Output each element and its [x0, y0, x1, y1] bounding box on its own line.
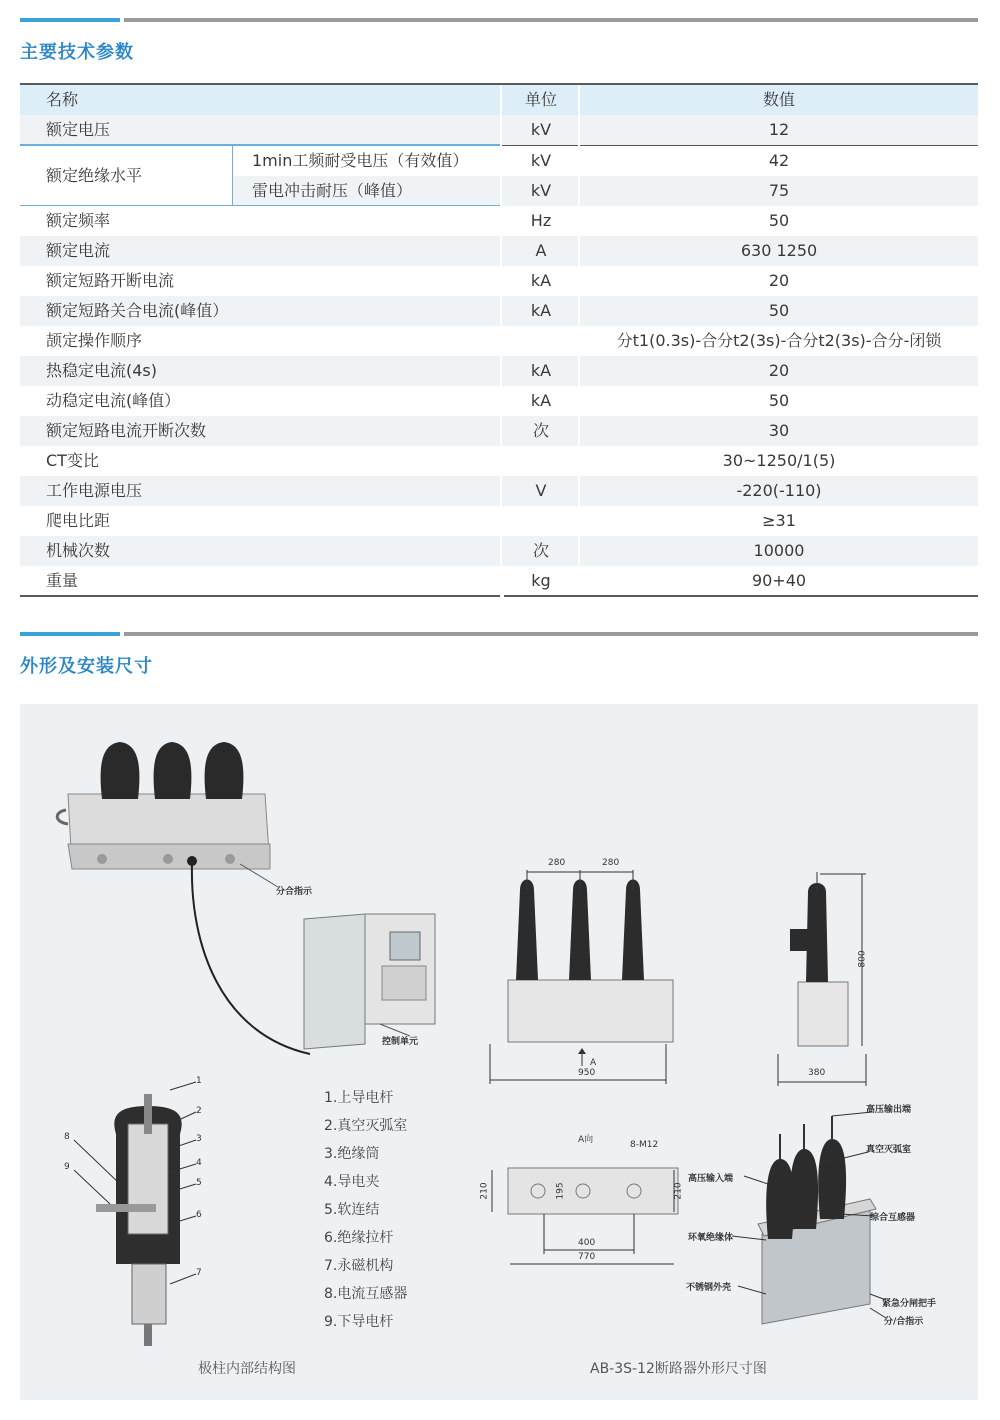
table-header-row: [20, 85, 978, 115]
param-name: 额定短路关合电流(峰值）: [46, 301, 229, 320]
param-value: ≥31: [762, 511, 796, 530]
legend-item: 2.真空灭弧室: [324, 1118, 408, 1134]
legend-item: 9.下导电杆: [324, 1314, 394, 1330]
pole-section-drawing: [74, 1082, 196, 1346]
param-unit: V: [535, 481, 547, 500]
legend-item: 1.上导电杆: [324, 1090, 394, 1106]
header-name: 名称: [46, 90, 79, 109]
section-divider: [20, 18, 978, 22]
param-unit: A: [535, 241, 547, 260]
status-label: 分/合指示: [884, 1317, 924, 1327]
param-value: -220(-110): [736, 481, 822, 500]
legend-item: 5.软连结: [324, 1202, 380, 1218]
outline-caption: AB-3S-12断路器外形尺寸图: [590, 1361, 767, 1377]
insulation-level-label: 额定绝缘水平: [46, 166, 143, 185]
a-view-drawing: [492, 1168, 678, 1264]
param-name: 额定短路开断电流: [46, 271, 175, 290]
params-section-title: 主要技术参数: [20, 42, 134, 63]
handle-label: 紧急分闸把手: [882, 1299, 937, 1309]
param-unit: kA: [530, 271, 552, 290]
table-row: [20, 236, 978, 266]
front-view-drawing: [490, 870, 673, 1084]
pole-num: 1: [196, 1076, 202, 1086]
dimension-figure: [20, 704, 978, 1400]
figure-drawings: [20, 704, 978, 1400]
indicator-label: 分合指示: [276, 887, 313, 897]
legend-item: 6.绝缘拉杆: [324, 1230, 394, 1246]
param-unit: kA: [530, 301, 552, 320]
pole-num: 3: [196, 1134, 202, 1144]
param-name: 动稳定电流(峰值）: [46, 391, 181, 410]
control-cabinet: [304, 914, 435, 1049]
table-row: [20, 266, 978, 296]
dims-section-title: 外形及安装尺寸: [20, 656, 153, 677]
param-unit: [502, 506, 580, 536]
pole-num: 4: [196, 1158, 202, 1168]
dim-770: 770: [578, 1252, 596, 1262]
param-value: 30: [768, 421, 790, 440]
pole-num: 8: [64, 1132, 70, 1142]
table-row: [20, 356, 978, 386]
header-value: 数值: [762, 90, 795, 109]
breaker-perspective: [57, 742, 313, 1054]
pole-num: 9: [64, 1162, 70, 1172]
dim-380: 380: [808, 1068, 826, 1078]
param-value: 10000: [753, 541, 805, 560]
param-name: 热稳定电流(4s): [46, 361, 158, 380]
param-value: 50: [768, 301, 790, 320]
param-value: 50: [768, 211, 790, 230]
param-name: 颉定操作顺序: [46, 331, 143, 350]
table-row: [20, 386, 978, 416]
param-value: 630 1250: [740, 241, 818, 260]
param-name: 重量: [46, 571, 79, 590]
dim-950: 950: [578, 1068, 596, 1078]
parts-legend: [324, 1084, 407, 1336]
pole-num: 7: [196, 1268, 202, 1278]
pole-num: 6: [196, 1210, 202, 1220]
param-value: 30~1250/1(5): [722, 451, 836, 470]
pole-caption: 极柱内部结构图: [198, 1361, 296, 1377]
table-row: [20, 566, 978, 596]
table-row: [20, 446, 978, 476]
pole-num: 2: [196, 1106, 202, 1116]
param-name: CT变比: [46, 451, 99, 470]
dim-400: 400: [578, 1238, 596, 1248]
param-unit: Hz: [530, 211, 552, 230]
section-divider: [20, 632, 978, 636]
param-value: 20: [768, 271, 790, 290]
bolts-label: 8-M12: [630, 1140, 659, 1150]
a-view-label: A向: [578, 1135, 594, 1145]
param-name: 爬电比距: [46, 511, 111, 530]
side-view-drawing: [778, 872, 866, 1086]
header-unit: 单位: [524, 90, 557, 109]
param-unit: 次: [532, 421, 549, 440]
legend-item: 8.电流互感器: [324, 1286, 408, 1302]
param-name: 额定电流: [46, 241, 111, 260]
param-name: 额定短路电流开断次数: [46, 421, 207, 440]
shell-label: 不锈钢外壳: [686, 1283, 732, 1293]
param-name: 机械次数: [46, 541, 111, 560]
a-arrow-label: A: [590, 1058, 597, 1068]
legend-item: 4.导电夹: [324, 1174, 380, 1190]
table-row: [20, 476, 978, 506]
dim-800: 800: [857, 950, 868, 968]
dim-210-left: 210: [479, 1182, 490, 1200]
legend-item: 7.永磁机构: [324, 1258, 394, 1274]
table-row: [20, 206, 978, 236]
table-row: [20, 536, 978, 566]
epoxy-label: 环氧绝缘体: [688, 1233, 734, 1243]
table-row: 额定电压 kV 12: [20, 115, 978, 145]
table-row: [20, 506, 978, 536]
vacuum-label: 真空灭弧室: [866, 1145, 912, 1155]
param-unit: [502, 446, 580, 476]
control-unit-label: 控制单元: [382, 1037, 419, 1047]
param-name: 工作电源电压: [46, 481, 143, 500]
table-row: 雷电冲击耐压（峰值） kV 75: [20, 176, 978, 206]
param-unit: [502, 326, 580, 356]
param-unit: 次: [532, 541, 549, 560]
hv-in-label: 高压输入端: [688, 1174, 734, 1184]
dim-280-right: 280: [602, 858, 620, 868]
hv-out-label: 高压输出端: [866, 1105, 912, 1115]
param-value: 分t1(0.3s)-合分t2(3s)-合分t2(3s)-合分-闭锁: [616, 331, 942, 350]
param-value: 50: [768, 391, 790, 410]
dim-280-left: 280: [548, 858, 566, 868]
param-value: 20: [768, 361, 790, 380]
table-row: [20, 296, 978, 326]
ct-label: 综合互感器: [870, 1213, 916, 1223]
legend-item: 3.绝缘筒: [324, 1146, 380, 1162]
dim-195: 195: [555, 1182, 566, 1200]
param-unit: kA: [530, 391, 552, 410]
pole-num: 5: [196, 1178, 202, 1188]
table-row: [20, 416, 978, 446]
param-unit: kA: [530, 361, 552, 380]
param-name: 额定频率: [46, 211, 111, 230]
dim-210-right: 210: [673, 1182, 684, 1200]
table-row: 1min工频耐受电压（有效值） kV 42: [252, 151, 790, 170]
breaker-3d-drawing: [732, 1112, 886, 1324]
param-unit: kg: [531, 571, 551, 590]
param-value: 90+40: [751, 571, 807, 590]
table-row: [20, 326, 978, 356]
